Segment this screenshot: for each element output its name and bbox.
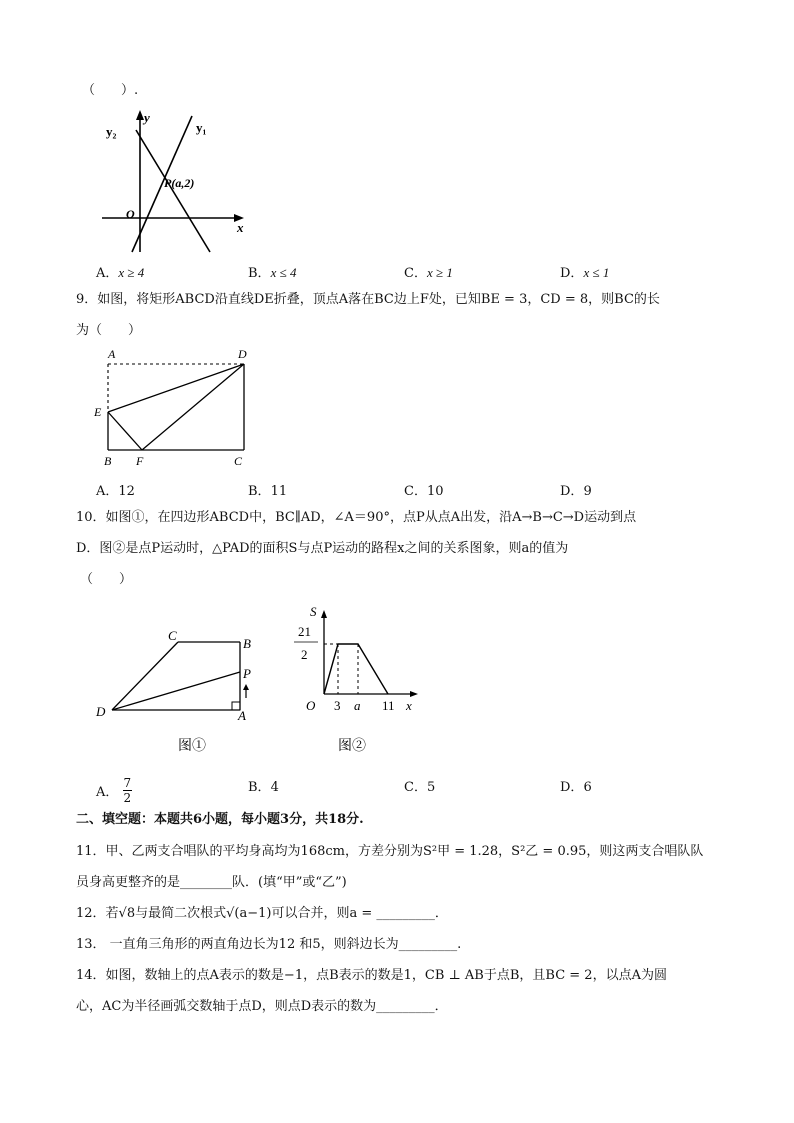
label-x: x — [406, 698, 412, 713]
q11-stem-line2: 员身高更整齐的是________队．(填“甲”或“乙”) — [76, 875, 347, 890]
label-y-axis: y — [144, 110, 150, 125]
label-21: 21 — [298, 624, 311, 639]
q14-stem-line1: 14．如图，数轴上的点A表示的数是−1，点B表示的数是1，CB ⊥ AB于点B，且BC = 2，以点A为圆 — [76, 968, 667, 983]
label-y1: y₁ — [196, 120, 207, 135]
q11-stem-line1: 11．甲、乙两支合唱队的平均身高均为168cm，方差分别为S²甲 = 1.28，S²乙 = 0.95，则这两支合唱队队 — [76, 844, 704, 859]
label-c: C — [234, 454, 243, 468]
label-y2: y₂ — [106, 124, 117, 139]
q10-figure-2-graph — [288, 600, 428, 760]
label-d: D — [238, 347, 247, 361]
label-c: C — [168, 628, 177, 643]
q8-function-graph — [96, 106, 256, 256]
q9-rectangle-figure — [92, 344, 258, 472]
q10-stem-line1: 10．如图①，在四边形ABCD中，BC∥AD，∠A＝90°，点P从点A出发，沿A→B→C→D运动到点 — [76, 510, 637, 525]
q8-option-b[interactable]: B．x ≤ 4 — [248, 265, 297, 281]
label-d: D — [96, 704, 106, 719]
label-2: 2 — [301, 647, 308, 662]
label-a: A — [238, 708, 246, 723]
q12-stem: 12．若√8与最简二次根式√(a−1)可以合并，则a = _________． — [76, 906, 448, 921]
q10-option-a[interactable]: A． $\frac{7}{2}$ — [96, 776, 132, 805]
label-p: P — [243, 666, 251, 681]
figure-2-caption: 图② — [338, 739, 366, 754]
q10-stem-line3: （ ） — [80, 572, 133, 587]
q8-option-a[interactable]: A．x ≥ 4 — [96, 265, 145, 281]
q9-stem-line2: 为（ ） — [76, 323, 142, 338]
q14-stem-line2: 心，AC为半径画弧交数轴于点D，则点D表示的数为_________． — [76, 999, 448, 1014]
tick-11: 11 — [382, 698, 395, 713]
q9-option-b[interactable]: B．11 — [248, 484, 288, 499]
q10-option-b[interactable]: B．4 — [248, 780, 279, 795]
tick-a: a — [354, 698, 361, 713]
q10-figure-1-quadrilateral — [90, 622, 270, 762]
tick-3: 3 — [334, 698, 341, 713]
label-a: A — [108, 347, 116, 361]
label-origin: O — [126, 207, 135, 221]
label-b: B — [104, 454, 112, 468]
label-origin: O — [306, 698, 316, 713]
q10-option-d[interactable]: D．6 — [560, 780, 592, 795]
q10-stem-line2: D．图②是点P运动时，△PAD的面积S与点P运动的路程x之间的关系图象，则a的值为 — [76, 541, 569, 556]
q8-stem-tail: （ ）. — [82, 83, 139, 98]
q9-option-d[interactable]: D．9 — [560, 484, 592, 499]
figure-1-caption: 图① — [178, 739, 206, 754]
label-x-axis: x — [237, 220, 244, 235]
section-2-heading: 二、填空题：本题共6小题，每小题3分，共18分. — [76, 812, 364, 827]
q8-option-d[interactable]: D．x ≤ 1 — [560, 265, 610, 281]
label-e: E — [94, 405, 102, 419]
q13-stem: 13． 一直角三角形的两直角边长为12 和5，则斜边长为_________. — [76, 937, 462, 952]
q9-option-c[interactable]: C．10 — [404, 484, 444, 499]
q8-option-c[interactable]: C．x ≥ 1 — [404, 265, 453, 281]
label-point-p: P(a,2) — [164, 176, 195, 190]
q9-stem-line1: 9．如图，将矩形ABCD沿直线DE折叠，顶点A落在BC边上F处，已知BE = 3，CD = 8，则BC的长 — [76, 292, 660, 307]
label-f: F — [136, 454, 144, 468]
label-s: S — [310, 604, 317, 619]
label-b: B — [243, 636, 251, 651]
q9-option-a[interactable]: A．12 — [96, 484, 135, 499]
q10-option-c[interactable]: C．5 — [404, 780, 436, 795]
